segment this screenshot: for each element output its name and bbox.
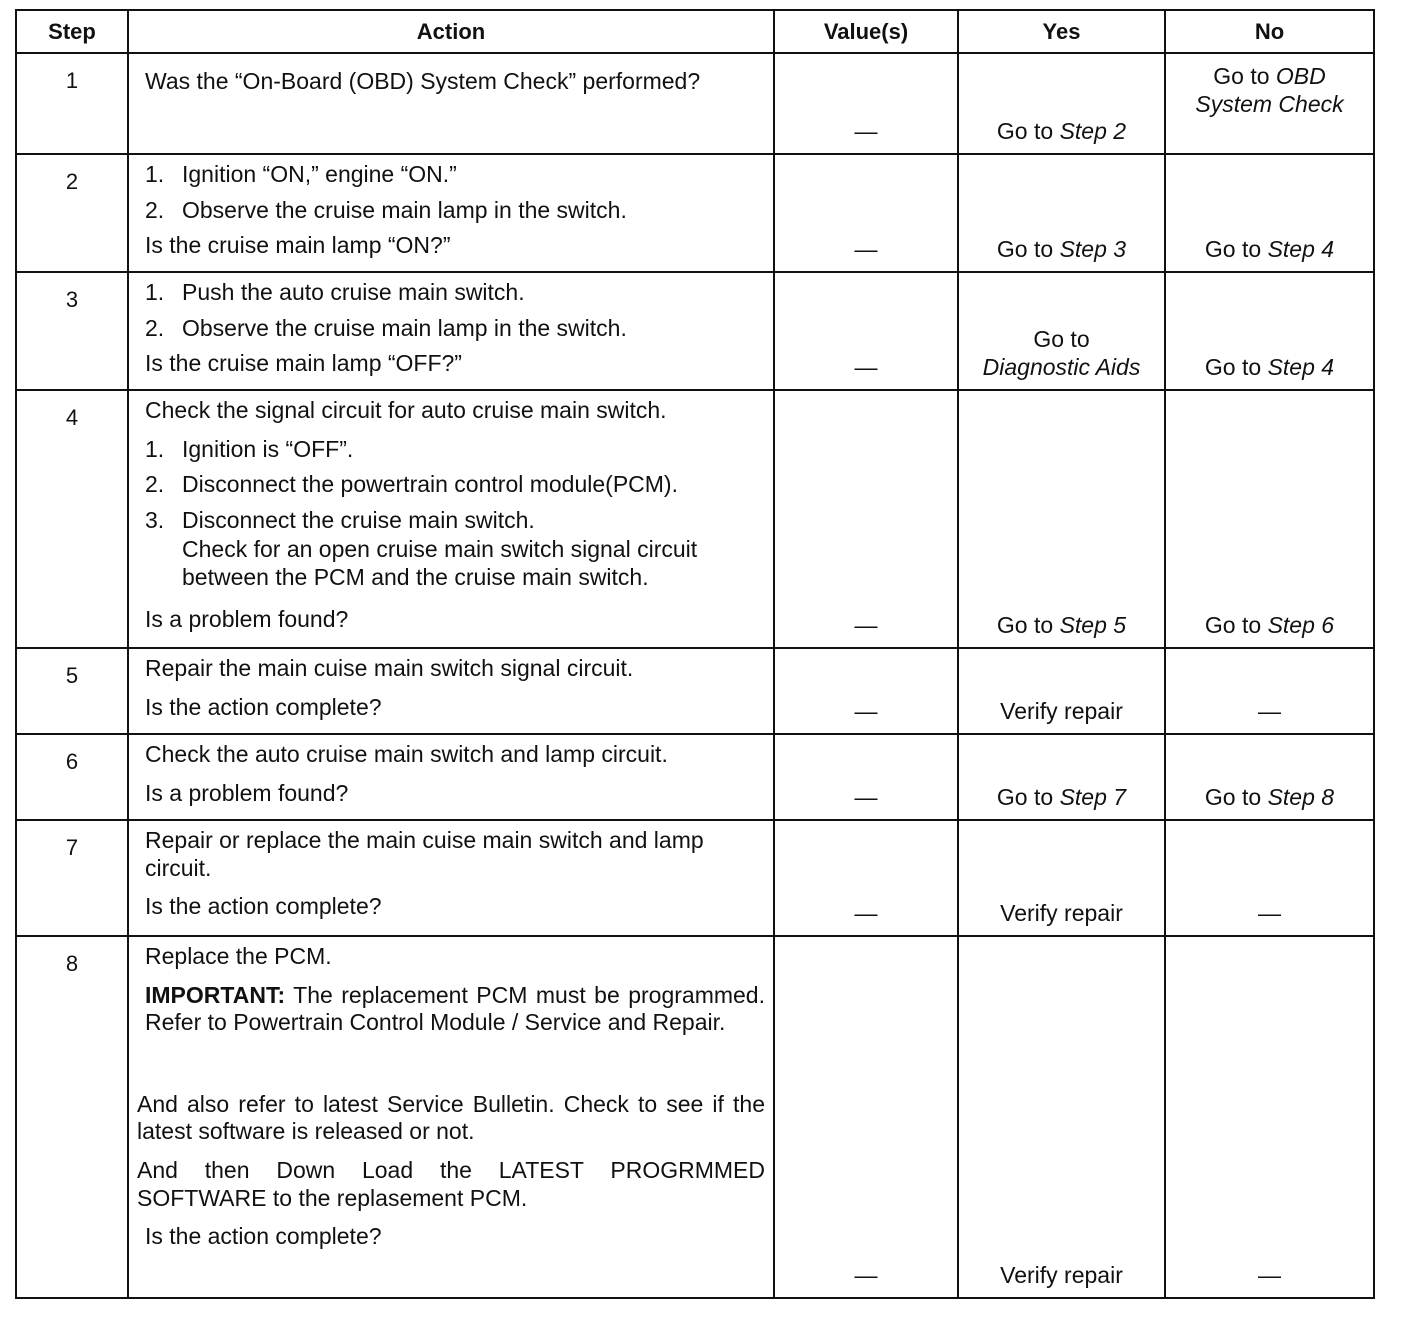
table-row [16,648,1374,734]
action-intro: Repair or replace the main cuise main switch and lamp circuit. [145,827,704,881]
header-values: Value(s) [774,10,958,53]
action-question: Was the “On-Board (OBD) System Check” performed? [145,68,701,94]
value-cell: — [854,236,878,262]
value-cell: — [854,354,878,380]
table-row [16,820,1374,936]
action-extra: And also refer to latest Service Bulletin. Check to see if the latest software is released or not. [137,1090,765,1145]
table-row [16,154,1374,272]
action-intro: Check the auto cruise main switch and lamp circuit. [145,741,668,767]
no-cell: — [1258,698,1281,724]
action-question: Is the action complete? [145,1223,382,1250]
no-cell: Go to Step 6 [1204,612,1335,638]
action-item: Disconnect the cruise main switch. [182,506,535,533]
action-intro: Check the signal circuit for auto cruise main switch. [145,397,667,423]
header-row [16,10,1374,53]
no-cell: Go to Step 4 [1204,354,1335,380]
yes-cell: Go to Step 7 [996,784,1127,810]
action-item: Ignition “ON,” engine “ON.” [182,161,457,187]
yes-cell: Verify repair [1000,1262,1123,1288]
step-number: 2 [65,169,79,194]
value-cell: — [854,612,878,638]
header-step: Step [16,10,128,53]
step-number: 4 [65,405,79,430]
action-item: Disconnect the powertrain control module(PCM). [182,471,678,498]
action-cell [129,735,773,815]
table-row [16,53,1374,154]
table-row [16,272,1374,390]
table-row [16,734,1374,820]
yes-cell: Verify repair [1000,900,1123,926]
yes-cell: Go to Step 2 [996,118,1127,144]
header-action: Action [128,10,774,53]
action-intro: Repair the main cuise main switch signal circuit. [145,655,634,681]
yes-cell: Verify repair [1000,698,1123,724]
action-intro: Replace the PCM. [145,943,332,969]
action-question: Is the cruise main lamp “ON?” [145,232,451,259]
action-cell: Check the signal circuit for auto cruise main switch. 1. Ignition is “OFF”. 2. Disconnect the powertrain control module(PCM). 3. Disconnect the cruise main switch. Check for an open cruise main switch signal circuit between the PCM and the cruise main switch. Is a problem found? [129,391,773,641]
action-question: Is the cruise main lamp “OFF?” [145,350,462,377]
action-item: Observe the cruise main lamp in the switch. [182,196,627,223]
table-row [16,390,1374,648]
yes-cell: Go to Step 5 [996,612,1127,638]
action-cell: 1. Ignition “ON,” engine “ON.” 2. Observe the cruise main lamp in the switch. Is the cruise main lamp “ON?” [129,155,773,268]
action-cell [129,649,773,729]
action-item: Ignition is “OFF”. [182,435,354,462]
action-cell [129,54,773,104]
header-yes: Yes [958,10,1165,53]
header-no: No [1165,10,1374,53]
step-number: 8 [65,951,79,976]
action-question: Is a problem found? [145,779,349,806]
action-question: Is a problem found? [145,605,349,632]
step-number: 6 [65,749,79,774]
action-note: Check for an open cruise main switch signal circuit between the PCM and the cruise main switch. [182,536,698,590]
no-cell: Go to OBD System Check [1195,63,1344,118]
action-question: Is the action complete? [145,693,382,720]
value-cell: — [854,698,878,724]
value-cell: — [854,1262,878,1288]
action-item: Observe the cruise main lamp in the switch. [182,314,627,341]
value-cell: — [854,784,878,810]
step-number: 3 [65,287,79,312]
action-cell [129,937,773,1259]
table-row [16,936,1374,1298]
step-number: 7 [65,835,79,860]
value-cell: — [854,900,878,926]
important-note: IMPORTANT: The replacement PCM must be programmed. Refer to Powertrain Control Module / Service and Repair. [145,981,765,1036]
no-cell: — [1258,1262,1281,1288]
no-cell: Go to Step 8 [1204,784,1335,810]
action-cell: 1. Push the auto cruise main switch. 2. Observe the cruise main lamp in the switch. Is the cruise main lamp “OFF?” [129,273,773,386]
action-question: Is the action complete? [145,893,382,920]
yes-cell: Go to Step 3 [996,236,1127,262]
yes-cell: Go to Diagnostic Aids [982,325,1141,380]
no-cell: Go to Step 4 [1204,236,1335,262]
no-cell: — [1258,900,1281,926]
value-cell: — [854,118,878,144]
action-extra: And then Down Load the LATEST PROGRMMED SOFTWARE to the replasement PCM. [137,1156,765,1211]
diagnostic-table [15,9,1375,1299]
action-cell [129,821,773,929]
action-item: Push the auto cruise main switch. [182,279,525,305]
step-number: 1 [65,68,79,93]
step-number: 5 [65,663,79,688]
